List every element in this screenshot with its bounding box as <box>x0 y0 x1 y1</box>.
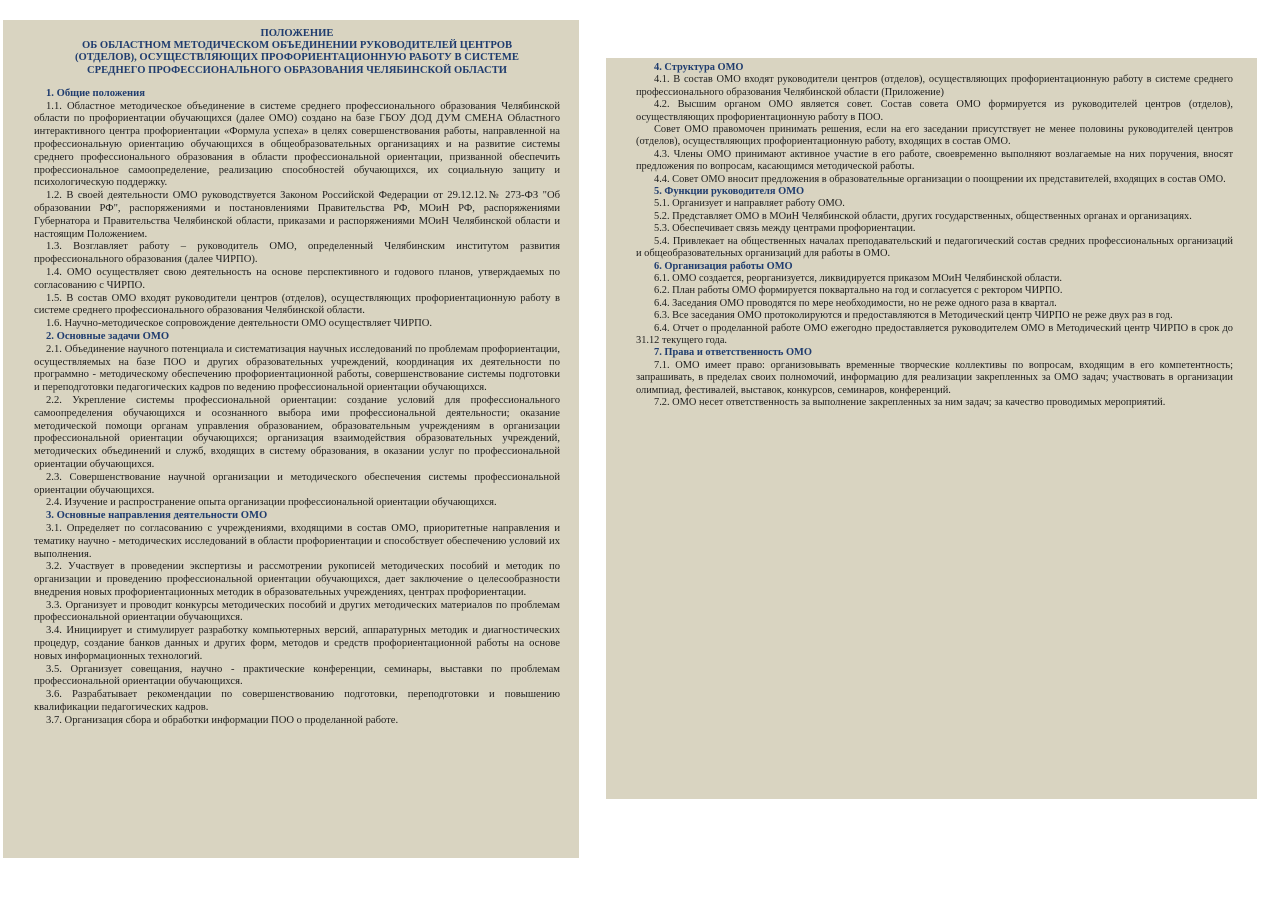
document-page-left <box>3 20 579 858</box>
document-page-right <box>606 58 1257 799</box>
left-page-body <box>34 88 560 728</box>
section-heading: 7. Права и ответственность ОМО <box>654 347 812 359</box>
paragraph: 3.1. Определяет по согласованию с учреждениями, входящими в состав ОМО, приоритетные направления и тематику научно - методических исследований в области профориентации и способствует обеспечению условий их выполнения. <box>34 522 560 560</box>
section-heading: 5. Функции руководителя ОМО <box>654 186 805 198</box>
paragraph: 1.2. В своей деятельности ОМО руководствуется Законом Российской Федерации от 29.12.12.№ 273-ФЗ "Об образовании РФ", распоряжениями и постановлениями Правительства РФ, МОиН РФ, распоряжениями Губернатора и Правительства Челябинской области, приказами и распоряжениями МОиН Челябинской области и настоящим Положением. <box>34 190 560 240</box>
paragraph: 2.3. Совершенствование научной организации и методического обеспечения системы профессиональной ориентации обучающихся. <box>34 471 560 496</box>
paragraph: 2.1. Объединение научного потенциала и систематизация научных исследований по проблемам профориентации, осуществляемых на базе ПОО и других образовательных учреждений, координация их деятельности по программно - методическому обеспечению профориентационной работы, совершенствование системы подготовки и переподготовки педагогических кадров по ведению профессиональной ориентации обучающихся. <box>34 343 560 394</box>
title-line: СРЕДНЕГО ПРОФЕССИОНАЛЬНОГО ОБРАЗОВАНИЯ ЧЕЛЯБИНСКОЙ ОБЛАСТИ <box>86 64 508 76</box>
paragraph: 3.5. Организует совещания, научно - практические конференции, семинары, выставки по проблемам профессиональной ориентации обучающихся. <box>34 663 560 688</box>
paragraph: 2.2. Укрепление системы профессиональной ориентации: создание условий для профессионального самоопределения обучающихся и осознанного выбора ими профессиональной деятельности; оказание методической помощи органам управления образованием, образовательным учреждениям в организации профессиональной ориентации обучающихся; организация взаимодействия образовательных учреждений, методических объединений и служб, входящих в систему образования, в оказании услуг по профессиональной ориентации обучающихся. <box>34 394 560 470</box>
paragraph: 4.2. Высшим органом ОМО является совет. Состав совета ОМО формируется из руководителей центров (отделов), осуществляющих профориентационную работу в ПОО. <box>636 99 1233 123</box>
paragraph: 7.1. ОМО имеет право: организовывать временные творческие коллективы по вопросам, входящим в его компетентность; запрашивать, в пределах своих полномочий, информацию для реализации закрепленных за ОМО задач; участвовать в организации олимпиад, фестивалей, выставок, конкурсов, семинаров, конференций. <box>636 359 1233 396</box>
paragraph: 6.3. Все заседания ОМО протоколируются и предоставляются в Методический центр ЧИРПО не реже двух раз в год. <box>654 310 1173 322</box>
right-page-body <box>636 62 1233 409</box>
paragraph: Совет ОМО правомочен принимать решения, если на его заседании присутствует не менее половины руководителей центров (отделов), осуществляющих профориентационную работу, входящих в состав ОМО. <box>636 124 1233 148</box>
paragraph: 5.1. Организует и направляет работу ОМО. <box>654 198 845 210</box>
paragraph: 3.4. Инициирует и стимулирует разработку компьютерных версий, аппаратурных методик и диагностических процедур, создание банков данных и других форм, методов и средств профориентационной работы на основе новых информационных технологий. <box>34 625 560 662</box>
paragraph: 1.3. Возглавляет работу – руководитель ОМО, определенный Челябинским институтом развития профессионального образования (далее ЧИРПО). <box>34 241 560 266</box>
paragraph: 5.3. Обеспечивает связь между центрами профориентации. <box>654 223 916 235</box>
paragraph: 4.1. В состав ОМО входят руководители центров (отделов), осуществляющих профориентационную работу в системе среднего профессионального образования Челябинской области (Приложение) <box>636 74 1233 98</box>
title-line: ПОЛОЖЕНИЕ <box>260 28 334 39</box>
paragraph: 2.4. Изучение и распространение опыта организации профессиональной ориентации обучающихся. <box>46 497 497 509</box>
section-heading: 4. Структура ОМО <box>654 62 744 73</box>
paragraph: 7.2. ОМО несет ответственность за выполнение закрепленных за ним задач; за качество проводимых мероприятий. <box>654 396 1166 408</box>
paragraph: 3.2. Участвует в проведении экспертизы и рассмотрении рукописей методических пособий и методик по организации и проведению профессиональной ориентации обучающихся, дает заключение о целесообразности внедрения новых профориентационных методик в образовательных учреждениях, центрах профориентации. <box>34 561 560 598</box>
paragraph: 3.3. Организует и проводит конкурсы методических пособий и других методических материалов по проблемам профессиональной ориентации обучающихся. <box>34 599 560 624</box>
section-heading: 3. Основные направления деятельности ОМО <box>46 510 268 522</box>
document-title <box>34 28 560 77</box>
paragraph: 1.1. Областное методическое объединение в системе среднего профессионального образования Челябинской области по профориентации обучающихся (далее ОМО) создано на базе ГБОУ ДОД ДУМ СМЕНА Областного интерактивного центра профориентации «Формула успеха» в целях совершенствования работы, направленной на профессиональную ориентацию обучающихся в общеобразовательных организациях и на развитие системы среднего профессионального образования в области профессиональной ориентации, призванной обеспечить профессиональное самоопределение, реализацию способностей обучающихся, их социальную защиту и психологическую поддержку. <box>34 100 560 189</box>
paragraph: 6.2. План работы ОМО формируется поквартально на год и согласуется с ректором ЧИРПО. <box>654 285 1063 297</box>
paragraph: 1.6. Научно-методическое сопровождение деятельности ОМО осуществляет ЧИРПО. <box>46 318 433 330</box>
title-line: (ОТДЕЛОВ), ОСУЩЕСТВЛЯЮЩИХ ПРОФОРИЕНТАЦИОННУЮ РАБОТУ В СИСТЕМЕ <box>75 52 519 64</box>
section-heading: 6. Организация работы ОМО <box>654 260 793 272</box>
section-heading: 1. Общие положения <box>46 87 145 99</box>
paragraph: 1.5. В состав ОМО входят руководители центров (отделов), осуществляющих профориентационную работу в системе среднего профессионального образования Челябинской области. <box>34 292 560 317</box>
paragraph: 3.6. Разрабатывает рекомендации по совершенствованию подготовки, переподготовки и повышению квалификации педагогических кадров. <box>34 689 560 714</box>
paragraph: 1.4. ОМО осуществляет свою деятельность на основе перспективного и годового планов, утверждаемых по согласованию с ЧИРПО. <box>34 266 560 291</box>
paragraph: 3.7. Организация сбора и обработки информации ПОО о проделанной работе. <box>46 714 399 726</box>
title-line: ОБ ОБЛАСТНОМ МЕТОДИЧЕСКОМ ОБЪЕДИНЕНИИ РУКОВОДИТЕЛЕЙ ЦЕНТРОВ <box>81 40 513 52</box>
paragraph: 6.1. ОМО создается, реорганизуется, ликвидируется приказом МОиН Челябинской области. <box>654 272 1063 284</box>
paragraph: 5.4. Привлекает на общественных началах преподавательский и педагогический состав средних профессиональных организаций и общеобразовательных организаций для работы в ОМО. <box>636 235 1233 260</box>
paragraph: 4.4. Совет ОМО вносит предложения в образовательные организации о поощрении их представителей, входящих в состав ОМО. <box>654 173 1226 185</box>
paragraph: 6.4. Отчет о проделанной работе ОМО ежегодно предоставляется руководителем ОМО в Методический центр ЧИРПО в срок до 31.12 текущего года. <box>636 322 1233 346</box>
paragraph: 4.3. Члены ОМО принимают активное участие в его работе, своевременно выполняют возлагаемые на них поручения, вносят предложения по вопросам, касающимся методической работы. <box>636 148 1233 173</box>
paragraph: 6.4. Заседания ОМО проводятся по мере необходимости, но не реже одного раза в квартал. <box>654 297 1057 309</box>
section-heading: 2. Основные задачи ОМО <box>46 330 170 342</box>
paragraph: 5.2. Представляет ОМО в МОиН Челябинской области, других государственных, общественных органах и организациях. <box>654 210 1192 222</box>
